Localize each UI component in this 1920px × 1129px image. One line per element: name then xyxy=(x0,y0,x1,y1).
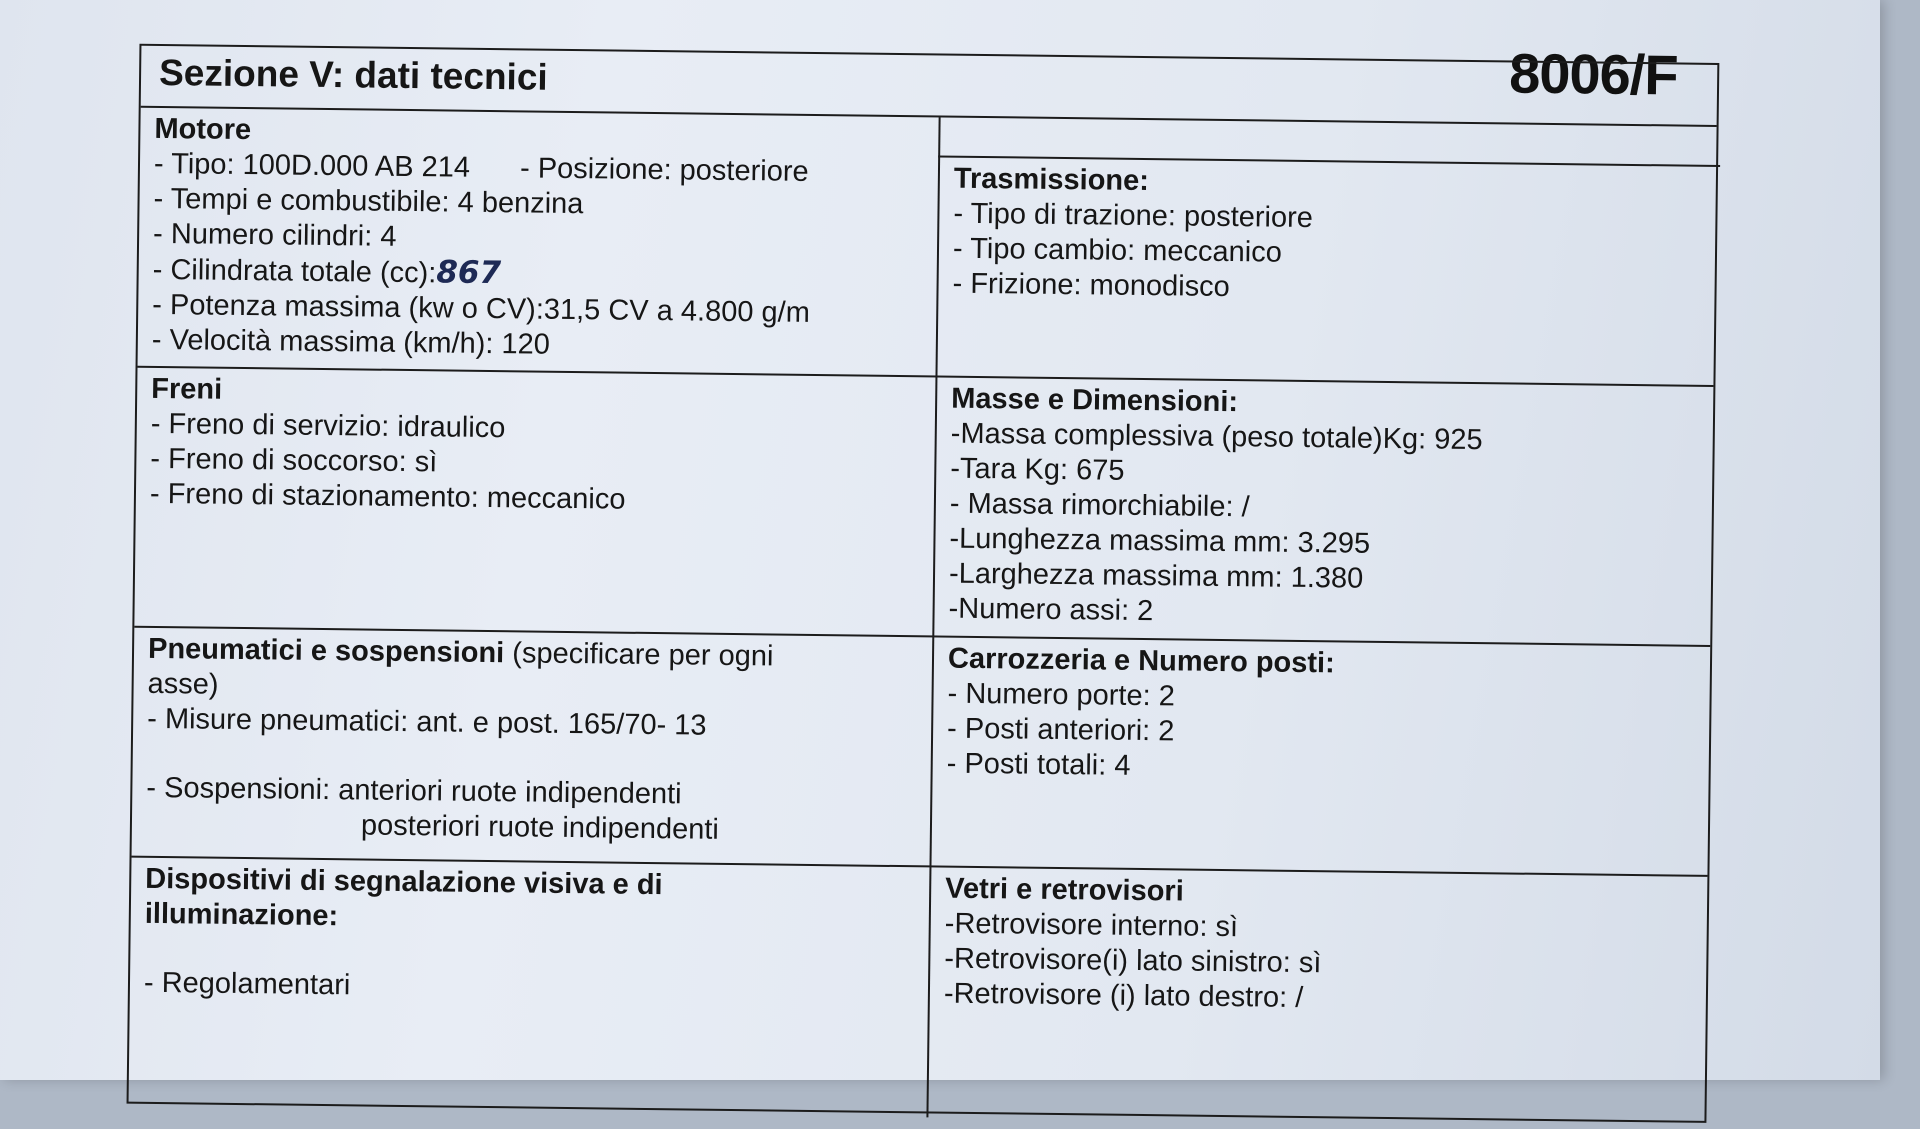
dispositivi-title-line2: illuminazione: xyxy=(144,897,339,933)
dispositivi-regolamentari: - Regolamentari xyxy=(143,966,351,1002)
pneumatici-title: Pneumatici e sospensioni xyxy=(147,632,505,670)
freni-servizio: - Freno di servizio: idraulico xyxy=(150,407,506,445)
dispositivi-title-line1: Dispositivi di segnalazione visiva e di xyxy=(145,862,663,902)
vetri-retrovisore-interno: -Retrovisore interno: sì xyxy=(944,907,1239,944)
dispositivi-cell xyxy=(129,858,930,1116)
masse-lunghezza: -Lunghezza massima mm: 3.295 xyxy=(949,522,1371,560)
carrozzeria-posti-totali: - Posti totali: 4 xyxy=(946,747,1131,782)
vetri-cell xyxy=(928,867,1711,1125)
trasmissione-cambio: - Tipo cambio: meccanico xyxy=(952,232,1283,269)
carrozzeria-cell xyxy=(931,637,1714,875)
masse-title: Masse e Dimensioni: xyxy=(951,382,1239,419)
masse-rimorchiabile: - Massa rimorchiabile: / xyxy=(949,487,1250,524)
pneumatici-cell xyxy=(132,628,933,866)
trasmissione-frizione: - Frizione: monodisco xyxy=(952,267,1230,304)
motore-cilindrata-label: - Cilindrata totale (cc): xyxy=(152,253,437,290)
vetri-retrovisore-destro: -Retrovisore (i) lato destro: / xyxy=(943,977,1304,1014)
pneumatici-title-note-cont: asse) xyxy=(147,667,219,701)
trasmissione-title: Trasmissione: xyxy=(953,162,1150,198)
trasmissione-trazione: - Tipo di trazione: posteriore xyxy=(953,197,1314,235)
masse-tara: -Tara Kg: 675 xyxy=(950,452,1125,487)
trasmissione-cell xyxy=(937,157,1720,385)
motore-cilindrata-handwritten-value: 867 xyxy=(436,254,502,292)
section-title: Sezione V: dati tecnici xyxy=(141,46,1718,127)
motore-tipo: - Tipo: 100D.000 AB 214 xyxy=(153,147,471,184)
motore-velocita: - Velocità massima (km/h): 120 xyxy=(151,323,551,361)
pneumatici-misure: - Misure pneumatici: ant. e post. 165/70- 13 xyxy=(147,702,707,742)
freni-stazionamento: - Freno di stazionamento: meccanico xyxy=(149,477,626,516)
carrozzeria-title: Carrozzeria e Numero posti: xyxy=(947,642,1335,680)
motore-cell xyxy=(138,108,939,376)
masse-larghezza: -Larghezza massima mm: 1.380 xyxy=(948,557,1364,595)
technical-data-form xyxy=(127,44,1720,1123)
motore-tempi: - Tempi e combustibile: 4 benzina xyxy=(153,182,584,221)
freni-soccorso: - Freno di soccorso: sì xyxy=(150,442,438,479)
carrozzeria-posti-anteriori: - Posti anteriori: 2 xyxy=(946,712,1175,748)
masse-cell xyxy=(934,377,1717,645)
pneumatici-sospensioni-posteriori: posteriori ruote indipendenti xyxy=(360,809,720,846)
motore-title: Motore xyxy=(154,112,252,147)
pneumatici-title-note: (specificare per ogni xyxy=(504,637,774,673)
motore-cilindri: - Numero cilindri: 4 xyxy=(152,217,397,253)
carrozzeria-porte: - Numero porte: 2 xyxy=(947,677,1176,713)
motore-posizione: - Posizione: posteriore xyxy=(519,152,809,188)
freni-cell xyxy=(134,368,935,636)
freni-title: Freni xyxy=(151,372,223,406)
motore-potenza: - Potenza massima (kw o CV):31,5 CV a 4.800 g/m xyxy=(152,288,811,329)
masse-assi: -Numero assi: 2 xyxy=(948,592,1154,628)
pneumatici-sospensioni: - Sospensioni: anteriori ruote indipendenti xyxy=(146,771,682,811)
vetri-title: Vetri e retrovisori xyxy=(945,872,1184,908)
masse-massa-complessiva: -Massa complessiva (peso totale)Kg: 925 xyxy=(950,417,1483,457)
document-number: 8006/F xyxy=(1508,41,1678,107)
vetri-retrovisore-sinistro: -Retrovisore(i) lato sinistro: sì xyxy=(944,942,1322,980)
